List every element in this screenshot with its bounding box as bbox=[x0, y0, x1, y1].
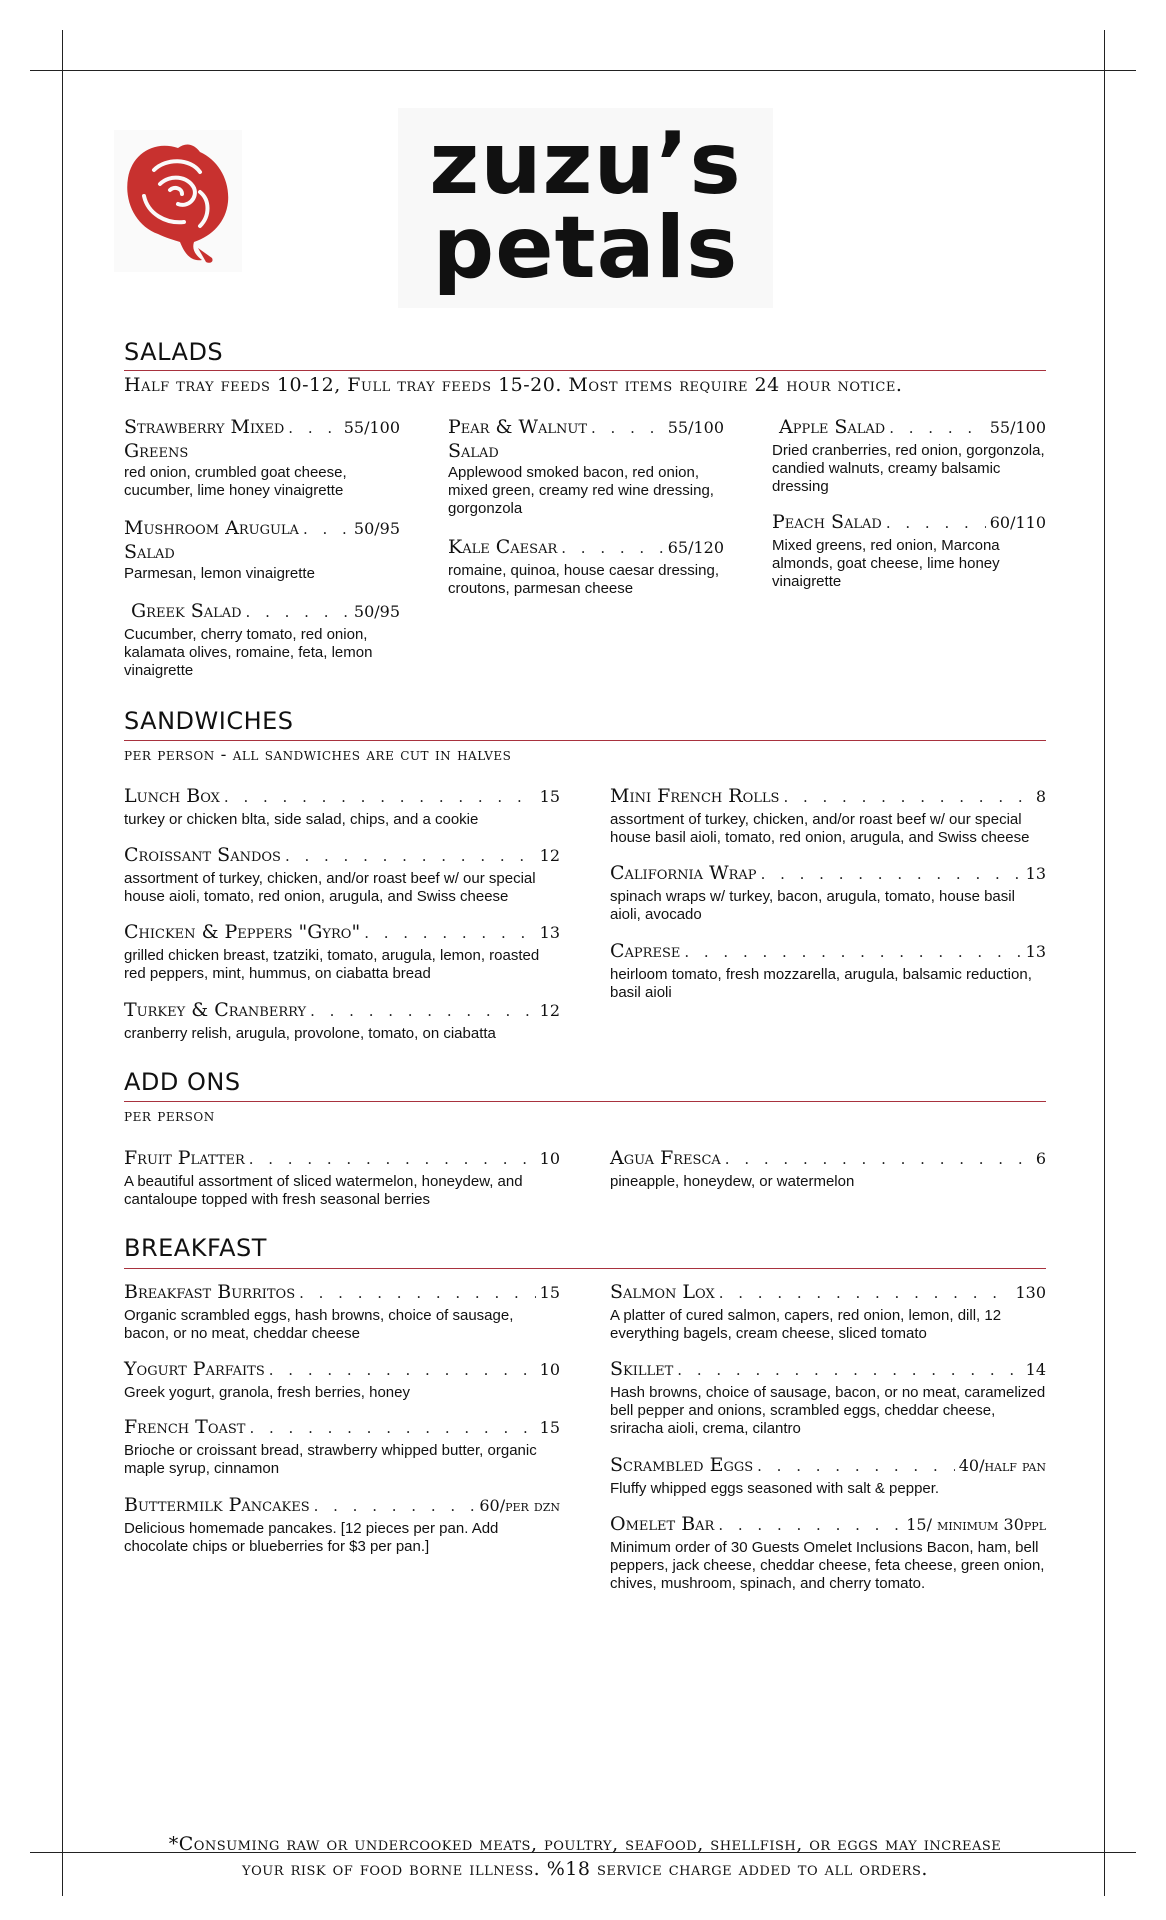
leader-dots bbox=[561, 537, 663, 560]
item-name: Pear & Walnut bbox=[448, 416, 587, 438]
item-description: assortment of turkey, chicken, and/or roast beef w/ our special house basil aioli, tomato, red onion, arugula, and Swiss cheese bbox=[610, 811, 1030, 846]
item-price: 15 bbox=[539, 1283, 560, 1302]
leader-dots bbox=[677, 1359, 1021, 1382]
brand-name-line2: petals bbox=[432, 198, 739, 298]
item-description: Greek yogurt, granola, fresh berries, honey bbox=[124, 1384, 410, 1401]
leader-dots bbox=[299, 1282, 536, 1305]
frame-line-left bbox=[62, 30, 63, 1896]
item-price: 6 bbox=[1035, 1149, 1046, 1168]
addons-note: per person bbox=[124, 1106, 215, 1126]
leader-dots bbox=[249, 1417, 535, 1440]
salads-note: Half tray feeds 10-12, Full tray feeds 15-20. Most items require 24 hour notice. bbox=[124, 374, 903, 396]
item-name: Greek Salad bbox=[131, 600, 242, 622]
item-price: 12 bbox=[539, 846, 560, 865]
item-description: assortment of turkey, chicken, and/or roast beef w/ our special house aioli, tomato, red onion, arugula, and Swiss cheese bbox=[124, 870, 536, 905]
menu-item bbox=[124, 921, 560, 983]
leader-dots bbox=[886, 512, 986, 535]
menu-item bbox=[610, 1147, 1046, 1191]
item-price: 15 bbox=[539, 1418, 560, 1437]
item-price: 13 bbox=[1025, 942, 1046, 961]
item-name: Turkey & Cranberry bbox=[124, 999, 307, 1021]
leader-dots bbox=[288, 417, 339, 440]
item-price: 50/95 bbox=[353, 519, 400, 538]
menu-item bbox=[610, 1281, 1046, 1343]
menu-item bbox=[124, 844, 560, 906]
item-name: Buttermilk Pancakes bbox=[124, 1494, 310, 1516]
item-name: Mushroom Arugula bbox=[124, 517, 299, 539]
item-price: 15/ minimum 30ppl bbox=[906, 1515, 1046, 1534]
item-description: pineapple, honeydew, or watermelon bbox=[610, 1173, 855, 1190]
item-price: 13 bbox=[539, 923, 560, 942]
item-description: Hash browns, choice of sausage, bacon, or no meat, caramelized bell pepper and onions, scrambled eggs, cheddar cheese, sriracha aioli, crema, cilantro bbox=[610, 1384, 1046, 1437]
item-name: French Toast bbox=[124, 1416, 246, 1438]
section-title-salads: SALADS bbox=[124, 338, 224, 366]
item-name: Lunch Box bbox=[124, 785, 220, 807]
item-name: Chicken & Peppers "Gyro" bbox=[124, 921, 361, 943]
item-price: 12 bbox=[539, 1001, 560, 1020]
item-description: Parmesan, lemon vinaigrette bbox=[124, 565, 315, 582]
item-name: Kale Caesar bbox=[448, 536, 558, 558]
section-divider bbox=[124, 1101, 1046, 1102]
leader-dots bbox=[310, 1000, 536, 1023]
menu-item bbox=[448, 416, 724, 518]
section-divider bbox=[124, 1268, 1046, 1269]
menu-item bbox=[124, 1494, 560, 1556]
item-name: Fruit Platter bbox=[124, 1147, 245, 1169]
leader-dots bbox=[684, 941, 1021, 964]
leader-dots bbox=[285, 845, 536, 868]
menu-item bbox=[610, 862, 1046, 924]
item-price: 60/per dzn bbox=[479, 1496, 560, 1515]
section-title-addons: ADD ONS bbox=[124, 1068, 241, 1096]
item-description: romaine, quinoa, house caesar dressing, croutons, parmesan cheese bbox=[448, 562, 719, 597]
rose-logo-icon bbox=[114, 130, 242, 272]
item-description: Cucumber, cherry tomato, red onion, kalamata olives, romaine, feta, lemon vinaigrette bbox=[124, 626, 373, 679]
leader-dots bbox=[224, 786, 536, 809]
leader-dots bbox=[364, 922, 535, 945]
item-description: red onion, crumbled goat cheese, cucumber, lime honey vinaigrette bbox=[124, 464, 347, 499]
item-description: turkey or chicken blta, side salad, chips, and a cookie bbox=[124, 811, 479, 828]
item-description: grilled chicken breast, tzatziki, tomato, arugula, lemon, roasted red peppers, mint, hummus, on ciabatta bread bbox=[124, 947, 540, 982]
item-name: Skillet bbox=[610, 1358, 674, 1380]
leader-dots bbox=[725, 1148, 1032, 1171]
item-name: California Wrap bbox=[610, 862, 757, 884]
leader-dots bbox=[783, 786, 1031, 809]
leader-dots bbox=[591, 417, 664, 440]
item-description: Brioche or croissant bread, strawberry whipped butter, organic maple syrup, cinnamon bbox=[124, 1442, 537, 1477]
leader-dots bbox=[761, 863, 1022, 886]
menu-item bbox=[124, 999, 560, 1043]
leader-dots bbox=[303, 518, 350, 541]
item-name: Croissant Sandos bbox=[124, 844, 281, 866]
menu-item bbox=[610, 785, 1046, 847]
item-description: Organic scrambled eggs, hash browns, choice of sausage, bacon, or no meat, cheddar cheese bbox=[124, 1307, 514, 1342]
item-price: 60/110 bbox=[989, 513, 1046, 532]
item-name: Caprese bbox=[610, 940, 681, 962]
footer-disclaimer bbox=[120, 1832, 1050, 1882]
leader-dots bbox=[889, 417, 985, 440]
menu-item bbox=[610, 940, 1046, 1002]
sandwiches-note: per person - all sandwiches are cut in halves bbox=[124, 745, 512, 765]
item-price: 14 bbox=[1025, 1360, 1046, 1379]
item-price: 10 bbox=[539, 1149, 560, 1168]
item-description: heirloom tomato, fresh mozzarella, arugula, balsamic reduction, basil aioli bbox=[610, 966, 1032, 1001]
leader-dots bbox=[249, 1148, 536, 1171]
menu-item bbox=[772, 416, 1046, 496]
item-price: 50/95 bbox=[353, 602, 400, 621]
item-name: Salmon Lox bbox=[610, 1281, 715, 1303]
item-price: 55/100 bbox=[667, 418, 724, 437]
leader-dots bbox=[757, 1455, 955, 1478]
menu-item bbox=[124, 600, 400, 680]
menu-item bbox=[124, 1416, 560, 1478]
item-description: A beautiful assortment of sliced watermelon, honeydew, and cantaloupe topped with fresh seasonal berries bbox=[124, 1173, 523, 1208]
item-price: 15 bbox=[539, 787, 560, 806]
item-price: 10 bbox=[539, 1360, 560, 1379]
section-title-sandwiches: SANDWICHES bbox=[124, 707, 294, 735]
item-price: 55/100 bbox=[343, 418, 400, 437]
item-name: Scrambled Eggs bbox=[610, 1454, 754, 1476]
item-price: 13 bbox=[1025, 864, 1046, 883]
item-name: Apple Salad bbox=[779, 416, 886, 438]
menu-item bbox=[610, 1358, 1046, 1438]
footer-line-2: your risk of food borne illness. %18 service charge added to all orders. bbox=[242, 1858, 928, 1880]
menu-item bbox=[124, 1281, 560, 1343]
item-description: Mixed greens, red onion, Marcona almonds, goat cheese, lime honey vinaigrette bbox=[772, 537, 1000, 590]
item-price: 65/120 bbox=[667, 538, 724, 557]
frame-line-right bbox=[1104, 30, 1105, 1896]
item-name-continued: Salad bbox=[448, 440, 499, 462]
footer-line-1: *Consuming raw or undercooked meats, poultry, seafood, shellfish, or eggs may increase bbox=[168, 1833, 1002, 1855]
menu-item bbox=[124, 785, 560, 829]
menu-item bbox=[610, 1454, 1046, 1498]
leader-dots bbox=[719, 1282, 1012, 1305]
item-name-continued: Greens bbox=[124, 440, 189, 462]
item-description: Fluffy whipped eggs seasoned with salt & pepper. bbox=[610, 1480, 940, 1497]
menu-item bbox=[448, 536, 724, 598]
item-name: Omelet Bar bbox=[610, 1513, 715, 1535]
item-name: Breakfast Burritos bbox=[124, 1281, 296, 1303]
item-description: cranberry relish, arugula, provolone, tomato, on ciabatta bbox=[124, 1025, 496, 1042]
item-price: 8 bbox=[1035, 787, 1046, 806]
menu-item bbox=[124, 416, 400, 500]
section-divider bbox=[124, 740, 1046, 741]
item-price: 130 bbox=[1015, 1283, 1046, 1302]
frame-line-top bbox=[30, 70, 1136, 71]
item-description: spinach wraps w/ turkey, bacon, arugula, tomato, house basil aioli, avocado bbox=[610, 888, 1015, 923]
menu-item bbox=[124, 1147, 560, 1209]
item-name: Mini French Rolls bbox=[610, 785, 780, 807]
leader-dots bbox=[246, 601, 350, 624]
menu-item bbox=[772, 511, 1046, 591]
menu-item bbox=[124, 1358, 560, 1402]
item-description: Applewood smoked bacon, red onion, mixed green, creamy red wine dressing, gorgonzola bbox=[448, 464, 714, 517]
leader-dots bbox=[269, 1359, 536, 1382]
item-description: Delicious homemade pancakes. [12 pieces per pan. Add chocolate chips or blueberries for $3 per pan.] bbox=[124, 1520, 499, 1555]
item-price: 55/100 bbox=[989, 418, 1046, 437]
menu-item bbox=[124, 517, 400, 583]
leader-dots bbox=[314, 1495, 476, 1518]
item-description: Dried cranberries, red onion, gorgonzola, candied walnuts, creamy balsamic dressing bbox=[772, 442, 1045, 495]
item-description: A platter of cured salmon, capers, red onion, lemon, dill, 12 everything bagels, cream cheese, sliced tomato bbox=[610, 1307, 1002, 1342]
item-name: Strawberry Mixed bbox=[124, 416, 285, 438]
brand-logo bbox=[398, 108, 773, 308]
leader-dots bbox=[718, 1514, 902, 1537]
item-name-continued: Salad bbox=[124, 541, 175, 563]
item-name: Peach Salad bbox=[772, 511, 882, 533]
section-divider bbox=[124, 370, 1046, 371]
item-description: Minimum order of 30 Guests Omelet Inclusions Bacon, ham, bell peppers, jack cheese, cheddar cheese, feta cheese, green onion, chives, mushroom, spinach, and cherry tomato. bbox=[610, 1539, 1045, 1592]
brand-name-line1: zuzu’s bbox=[429, 114, 742, 214]
item-price: 40/half pan bbox=[958, 1456, 1046, 1475]
item-name: Agua Fresca bbox=[610, 1147, 721, 1169]
section-title-breakfast: BREAKFAST bbox=[124, 1234, 267, 1262]
menu-item bbox=[610, 1513, 1046, 1593]
item-name: Yogurt Parfaits bbox=[124, 1358, 265, 1380]
